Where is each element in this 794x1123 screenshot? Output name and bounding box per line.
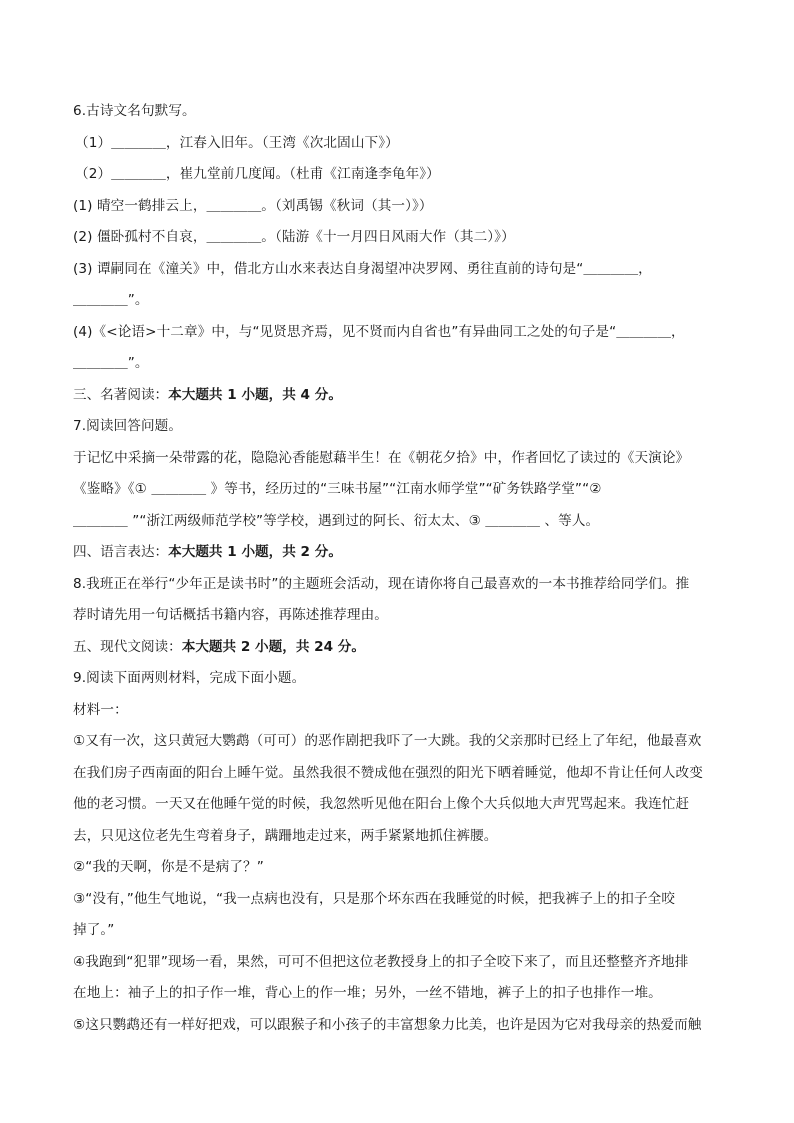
q7-line-1: 于记忆中采摘一朵带露的花，隐隐沁香能慰藉半生！在《朝花夕拾》中，作者回忆了读过的《天演论》 [73, 449, 690, 466]
q6-item-4: (2) 僵卧孤村不自哀，＿＿＿＿。（陆游《十一月四日风雨大作（其二）》） [73, 229, 515, 245]
q6-item-2: （2）＿＿＿＿，崔九堂前几度闻。（杜甫《江南逢李龟年》） [75, 166, 440, 182]
q9-line-6: ③“没有，”他生气地说，“我一点病也没有，只是那个坏东西在我睡觉的时候，把我裤子上的扣子全咬 [73, 890, 676, 907]
q9-line-2: 在我们房子西南面的阳台上睡午觉。虽然我很不赞成他在强烈的阳光下晒着睡觉，他却不肯让任何人改变 [73, 764, 703, 781]
q6-item-6-cont: ＿＿＿＿”。 [73, 355, 149, 371]
q6-item-5: (3) 谭嗣同在《潼关》中，借北方山水来表达自身渴望冲决罗网、勇往直前的诗句是“＿＿＿＿， [73, 260, 652, 277]
q7-line-3: ＿＿＿＿ ”“浙江两级师范学校”等学校，遇到过的阿长、衍太太、③ ＿＿＿＿ 、等人。 [73, 512, 600, 529]
material-label: 材料一： [73, 701, 128, 718]
q7-title: 7.阅读回答问题。 [73, 418, 183, 434]
q9-line-5: ②“我的天啊，你是不是病了？” [73, 859, 264, 875]
section-5-rest: 本大题共 2 小题，共 24 分。 [181, 638, 365, 655]
q9-line-3: 他的老习惯。一天又在他睡午觉的时候，我忽然听见他在阳台上像个大兵似地大声咒骂起来。我连忙赶 [73, 796, 690, 812]
q9-line-10: ⑤这只鹦鹉还有一样好把戏，可以跟猴子和小孩子的丰富想象力比美，也许是因为它对我母亲的热爱而触 [73, 1016, 702, 1033]
q9-title: 9.阅读下面两则材料，完成下面小题。 [73, 670, 306, 686]
q9-line-4: 去，只见这位老先生弯着身子，蹒跚地走过来，两手紧紧地抓住裤腰。 [73, 827, 498, 844]
q9-line-1: ①又有一次，这只黄冠大鹦鹉（可可）的恶作剧把我吓了一大跳。我的父亲那时已经上了年纪，他最喜欢 [73, 733, 702, 749]
q6-item-1: （1）＿＿＿＿，江春入旧年。（王湾《次北固山下》） [75, 134, 399, 151]
q9-line-8: ④我跑到“犯罪”现场一看，果然，可可不但把这位老教授身上的扣子全咬下来了，而且还整整齐齐地排 [73, 953, 689, 970]
q6-title: 6.古诗文名句默写。 [73, 103, 196, 119]
q7-line-2: 《鉴略》《① ＿＿＿＿ 》等书，经历过的“三味书屋”“江南水师学堂”“矿务铁路学堂”“② [73, 481, 602, 497]
section-3-prefix: 三、名著阅读： [73, 386, 169, 403]
section-4-prefix: 四、语言表达： [73, 544, 169, 560]
q9-line-9: 在地上：袖子上的扣子作一堆，背心上的作一堆；另外，一丝不错地，裤子上的扣子也排作一堆。 [73, 985, 662, 1001]
section-5-heading [73, 632, 723, 664]
q6-item-6: (4)《<论语>十二章》中，与“见贤思齐焉，见不贤而内自省也”有异曲同工之处的句子是“＿＿＿＿， [73, 323, 685, 340]
q6-item-5-cont: ＿＿＿＿”。 [73, 292, 149, 308]
section-3-rest: 本大题共 1 小题，共 4 分。 [168, 386, 342, 403]
section-5-prefix: 五、现代文阅读： [73, 638, 182, 655]
section-4-rest: 本大题共 1 小题，共 2 分。 [168, 544, 342, 560]
q8-line-1: 8.我班正在举行“少年正是读书时”的主题班会活动，现在请你将自己最喜欢的一本书推荐给同学们。推 [73, 575, 690, 592]
q9-line-7: 掉了。” [73, 922, 115, 938]
section-4-heading [73, 537, 723, 569]
section-3-heading [73, 380, 723, 412]
q8-line-2: 荐时请先用一句话概括书籍内容，再陈述推荐理由。 [73, 607, 388, 623]
document-page [73, 96, 723, 1041]
q6-item-3: (1) 晴空一鹤排云上，＿＿＿＿。（刘禹锡《秋词（其一）》） [73, 197, 433, 214]
